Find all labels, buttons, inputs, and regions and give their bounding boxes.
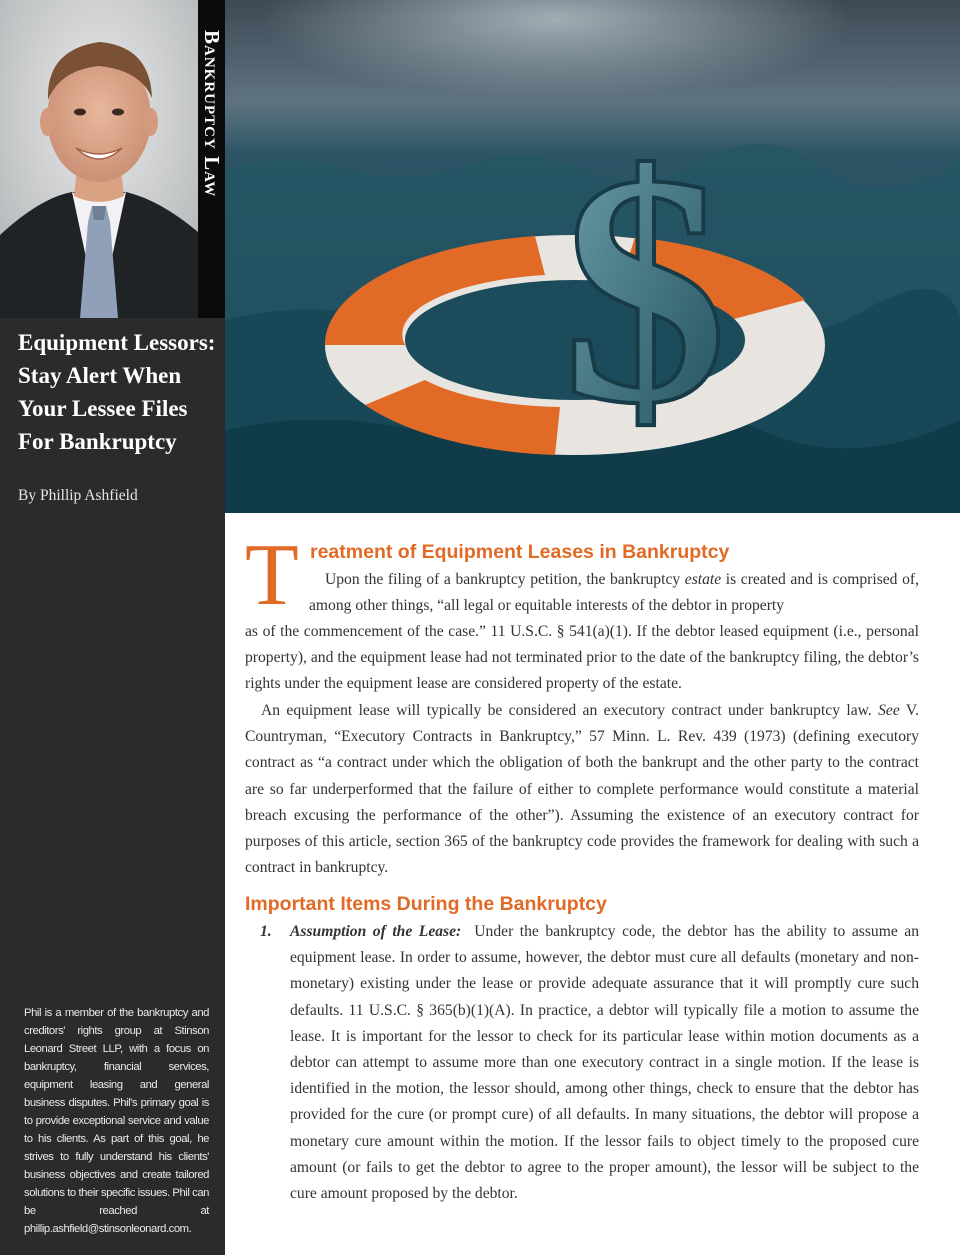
- paragraph: as of the commencement of the case.” 11 U.S.C. § 541(a)(1). If the debtor leased equipment (i.e., personal property), and the equipment lease had not terminated prior to the date of the bankruptcy filing, the debtor’s rights under the equipment lease are considered property of the estate.: [245, 623, 919, 693]
- article-title: [18, 326, 223, 458]
- byline: By Phillip Ashfield: [18, 487, 138, 504]
- text-run: V. Countryman, “Executory Contracts in Bankruptcy,” 57 Minn. L. Rev. 439 (1973) (defining executory contract as “a contract under which the obligation of both the bankrupt and the other party to the contract are so far underperformed that the failure of either to complete performance would constitute a material breach excusing the performance of the other”). Assuming the existence of an executory contract for purposes of this article, section 365 of the bankruptcy code provides the framework for dealing with such a contract in bankruptcy.: [245, 702, 919, 877]
- author-photo: [0, 0, 198, 318]
- list-item-text: Under the bankruptcy code, the debtor has the ability to assume an equipment lease. In order to assume, however, the debtor must cure all defaults (monetary and non-monetary) existing under the lease or provide adequate assurance that it will promptly cure such defaults. 11 U.S.C. § 365(b)(1)(A). In practice, a debtor will typically file a motion to assume the lease. It is important for the lessor to check for its particular lease within motion documents as a debtor can attempt to assume more than one executory contract in a single motion. If the lease is identified in the motion, the lessor should, among other things, check to ensure that the debtor has provided for the cure (or prompt cure) of all defaults. In many situations, the debtor will propose a monetary cure amount within the motion. If the lessor fails to object timely to the proposed cure amount (or fails to get the debtor to agree to the proper amount), the lessor will be subject to the cure amount proposed by the debtor.: [290, 923, 919, 1203]
- text-run: is created and is comprised of, among other things, “all legal or equitable interests of the debtor in property: [309, 571, 919, 615]
- drop-cap: T: [245, 527, 299, 624]
- title-line: Stay Alert When: [18, 363, 182, 388]
- section-heading: Important Items During the Bankruptcy: [245, 893, 607, 915]
- title-line: Your Lessee Files: [18, 396, 188, 421]
- title-line: For Bankruptcy: [18, 429, 177, 454]
- list-number: 1.: [260, 923, 272, 940]
- dollar-sign-icon: $: [562, 107, 728, 472]
- text-run: Upon the filing of a bankruptcy petition, the bankruptcy: [325, 571, 681, 588]
- section-tab-label: Bankruptcy Law: [200, 30, 224, 198]
- text-run: An equipment lease will typically be considered an executory contract under bankruptcy law.: [261, 702, 872, 719]
- list-item: [290, 919, 919, 1207]
- title-line: Equipment Lessors:: [18, 330, 216, 355]
- paragraph: [245, 698, 919, 881]
- author-bio: Phil is a member of the bankruptcy and creditors' rights group at Stinson Leonard Street LLP, with a focus on bankruptcy, financial services, equipment leasing and general business disputes. Phil's primary goal is to provide exceptional service and value to his clients. As part of this goal, he strives to fully understand his clients' business objectives and create tailored solutions to their specific issues. Phil can be reached at phillip.ashfield@stinsonleonard.com.: [24, 1007, 209, 1235]
- text-run-italic: See: [878, 702, 900, 719]
- text-run-italic: estate: [684, 571, 722, 588]
- paragraph: [309, 567, 919, 619]
- section-heading: reatment of Equipment Leases in Bankruptcy: [310, 541, 730, 563]
- section-tab: [198, 0, 225, 318]
- hero-illustration: [225, 0, 960, 513]
- left-sidebar: [0, 0, 225, 1255]
- list-item-title: Assumption of the Lease:: [290, 923, 462, 940]
